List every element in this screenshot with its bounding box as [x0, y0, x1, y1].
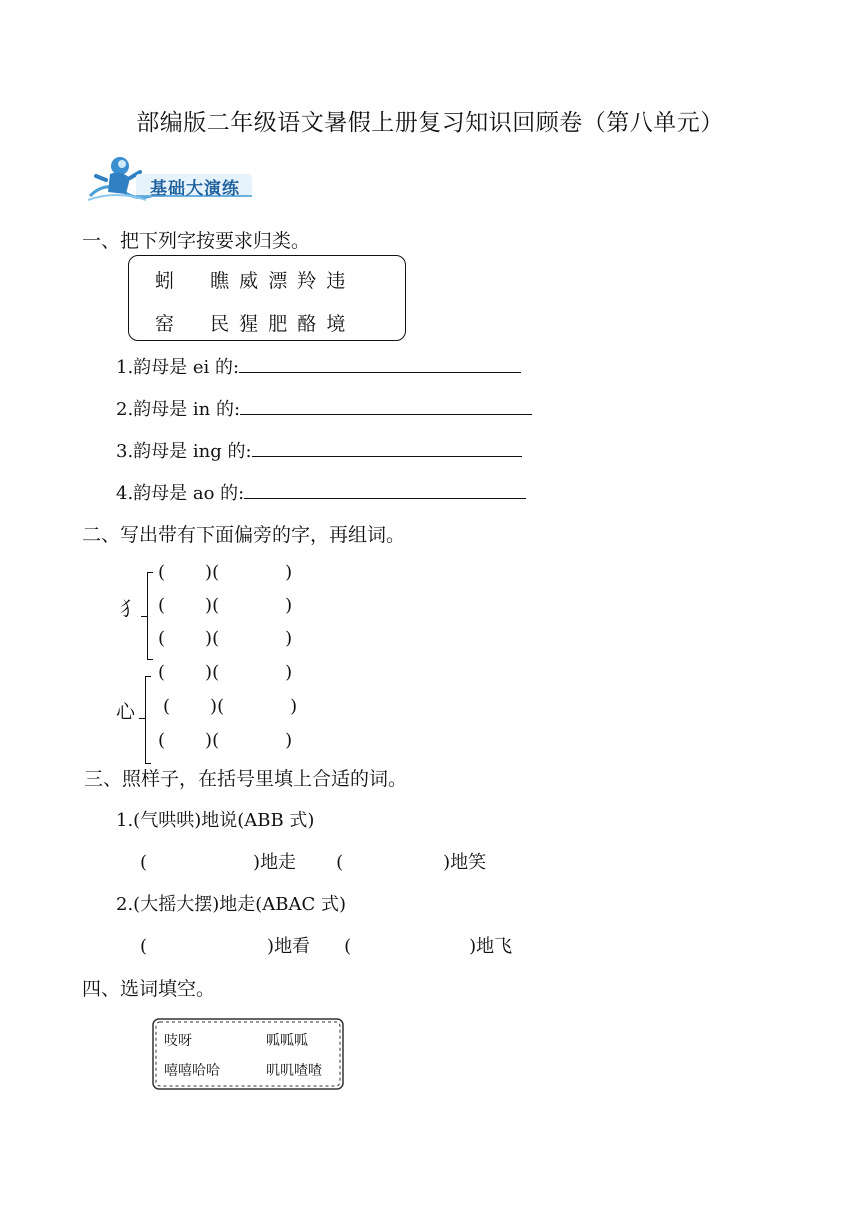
paren: ( — [158, 662, 166, 683]
brace-2 — [145, 676, 146, 764]
brace-tick — [147, 572, 153, 573]
paren: ) — [253, 852, 261, 873]
paren: ) — [285, 628, 293, 649]
paren: ) — [469, 936, 477, 957]
example-1: 1.(气哄哄)地说(ABB 式) — [116, 810, 315, 831]
paren: ( — [217, 696, 225, 717]
char: 肥 — [268, 313, 290, 335]
word-choice-box — [150, 1016, 346, 1092]
paren: ) — [285, 595, 293, 616]
fill-suffix: 地看 — [274, 936, 311, 957]
section-banner — [86, 150, 254, 206]
page-title: 部编版二年级语文暑假上册复习知识回顾卷（第八单元） — [136, 110, 724, 136]
paren: ( — [158, 628, 166, 649]
item-label: 4.韵母是 ao 的: — [116, 483, 245, 504]
decorative-border — [150, 1016, 346, 1092]
answer-line-4 — [116, 478, 526, 505]
paren: ) — [267, 936, 275, 957]
paren: ( — [212, 562, 220, 583]
item-label: 2.韵母是 in 的: — [116, 399, 241, 420]
paren: ( — [344, 936, 352, 957]
char: 猩 — [239, 313, 261, 335]
char: 窑 — [155, 313, 177, 335]
brace-tick — [141, 616, 147, 617]
char: 境 — [326, 313, 348, 335]
answer-line-2 — [116, 394, 532, 421]
paren: ( — [212, 595, 220, 616]
paren: ) — [205, 562, 213, 583]
char: 威 — [239, 270, 261, 292]
char: 漂 — [268, 270, 290, 292]
char: 民 — [210, 313, 232, 335]
paren: ) — [285, 662, 293, 683]
paren: ( — [212, 730, 220, 751]
brace-tick — [139, 718, 145, 719]
section1-heading: 一、把下列字按要求归类。 — [82, 230, 311, 252]
banner-text: 基础大演练 — [150, 179, 240, 199]
fill-row-1 — [140, 848, 486, 874]
paren: ( — [140, 852, 148, 873]
char-row-1 — [155, 266, 347, 293]
paren: ) — [285, 730, 293, 751]
brace-tick — [145, 676, 151, 677]
word-option: 吱呀 — [164, 1033, 192, 1049]
answer-line-1 — [116, 352, 521, 379]
char: 违 — [326, 270, 348, 292]
paren-row — [158, 628, 292, 649]
paren: ( — [158, 730, 166, 751]
answer-blank[interactable] — [239, 352, 521, 373]
radical-1: 犭 — [120, 598, 140, 620]
paren: ) — [210, 696, 218, 717]
paren: ( — [163, 696, 171, 717]
paren: ) — [205, 595, 213, 616]
paren: ( — [212, 662, 220, 683]
paren-row — [163, 696, 297, 717]
radical-2: 心 — [116, 701, 136, 723]
fill-suffix: 地笑 — [450, 852, 487, 873]
char: 羚 — [297, 270, 319, 292]
brace-tick — [147, 659, 153, 660]
paren: ( — [140, 936, 148, 957]
paren: ) — [285, 562, 293, 583]
word-option: 嘻嘻哈哈 — [164, 1063, 220, 1079]
section3-heading: 三、照样子，在括号里填上合适的词。 — [84, 768, 408, 790]
paren: ( — [158, 562, 166, 583]
paren: ) — [205, 662, 213, 683]
fill-row-2 — [140, 932, 512, 958]
paren: ( — [212, 628, 220, 649]
paren-row — [158, 730, 292, 751]
char: 蚓 — [155, 270, 177, 292]
item-label: 1.韵母是 ei 的: — [116, 357, 240, 378]
answer-blank[interactable] — [252, 436, 522, 457]
char: 酪 — [297, 313, 319, 335]
paren: ( — [336, 852, 344, 873]
answer-blank[interactable] — [244, 478, 526, 499]
answer-blank[interactable] — [240, 394, 532, 415]
example-2: 2.(大摇大摆)地走(ABAC 式) — [116, 894, 346, 915]
char-row-2 — [155, 309, 347, 336]
paren: ) — [443, 852, 451, 873]
fill-suffix: 地飞 — [476, 936, 513, 957]
word-option: 叽叽喳喳 — [266, 1063, 322, 1079]
paren-row — [158, 662, 292, 683]
word-option: 呱呱呱 — [266, 1033, 308, 1049]
section2-heading: 二、写出带有下面偏旁的字，再组词。 — [82, 524, 406, 546]
paren: ( — [158, 595, 166, 616]
answer-line-3 — [116, 436, 522, 463]
section4-heading: 四、选词填空。 — [82, 978, 216, 1000]
paren-row — [158, 562, 292, 583]
brace-1 — [147, 572, 148, 660]
char: 瞧 — [210, 270, 232, 292]
item-label: 3.韵母是 ing 的: — [116, 441, 252, 462]
paren: ) — [205, 730, 213, 751]
fill-suffix: 地走 — [260, 852, 297, 873]
paren: ) — [290, 696, 298, 717]
paren-row — [158, 595, 292, 616]
paren: ) — [205, 628, 213, 649]
